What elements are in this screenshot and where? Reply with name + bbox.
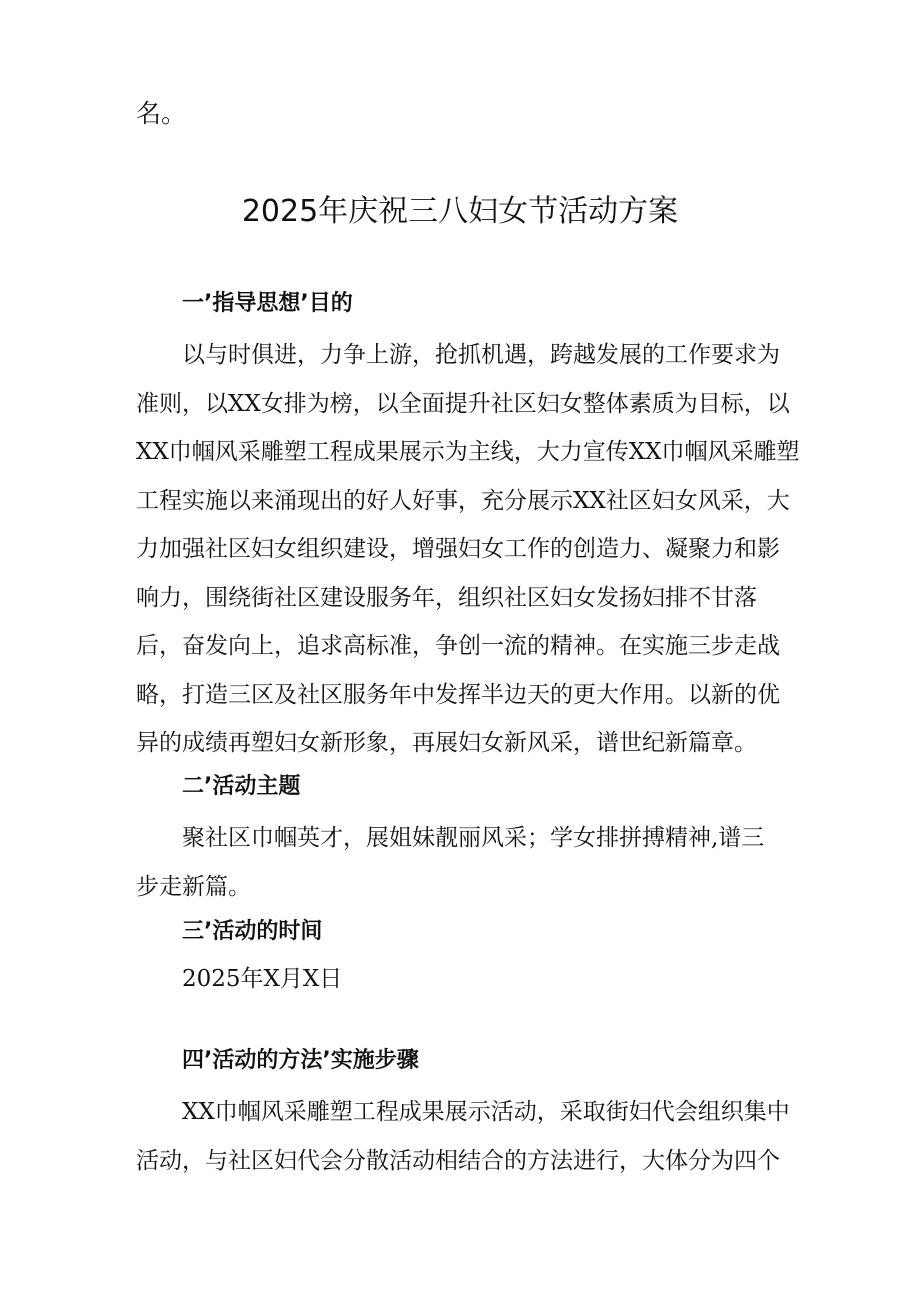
section-body-method bbox=[136, 1088, 796, 1185]
paragraph-line: 准则，以XX女排为榜，以全面提升社区妇女整体素质为目标，以 bbox=[136, 390, 790, 417]
paragraph-line: 响力，围绕街社区建设服务年，组织社区妇女发扬妇排不甘落 bbox=[136, 584, 757, 611]
section-body-theme bbox=[136, 814, 796, 911]
carryover-text: 名。 bbox=[136, 99, 187, 128]
paragraph-line: XX巾帼风采雕塑工程成果展示活动，采取街妇代会组织集中 bbox=[182, 1099, 790, 1125]
paragraph-line: 异的成绩再塑妇女新形象，再展妇女新风采，谱世纪新篇章。 bbox=[136, 730, 757, 756]
section-body-guiding-ideology bbox=[136, 331, 800, 768]
paragraph-line: 后，奋发向上，追求高标准，争创一流的精神。在实施三步走战 bbox=[136, 633, 780, 659]
paragraph-line: 步走新篇。 bbox=[136, 873, 251, 900]
paragraph-line: 工程实施以来涌现出的好人好事，充分展示XX社区妇女风采，大 bbox=[136, 487, 790, 514]
paragraph-line: 略，打造三区及社区服务年中发挥半边天的更大作用。以新的优 bbox=[136, 681, 780, 708]
paragraph-line: 聚社区巾帼英才，展姐妹靓丽风采；学女排拼搏精神,谱三 bbox=[182, 825, 765, 851]
paragraph-line: 以与时俱进，力争上游，抢抓机遇，跨越发展的工作要求为 bbox=[182, 342, 780, 368]
section-heading-method: 四’活动的方法’实施步骤 bbox=[182, 1048, 419, 1073]
section-heading-time: 三’活动的时间 bbox=[182, 919, 323, 944]
paragraph-line: XX巾帼风采雕塑工程成果展示为主线，大力宣传XX巾帼风采雕塑 bbox=[136, 439, 800, 465]
activity-date: 2025年X月X日 bbox=[182, 966, 343, 992]
section-heading-guiding-ideology: 一’指导思想’目的 bbox=[182, 291, 353, 316]
section-heading-theme: 二’活动主题 bbox=[182, 774, 301, 799]
paragraph-line: 力加强社区妇女组织建设，增强妇女工作的创造力、凝聚力和影 bbox=[136, 536, 780, 562]
document-title: 2025年庆祝三八妇女节活动方案 bbox=[241, 194, 679, 229]
paragraph-line: 活动，与社区妇代会分散活动相结合的方法进行，大体分为四个 bbox=[136, 1147, 780, 1174]
